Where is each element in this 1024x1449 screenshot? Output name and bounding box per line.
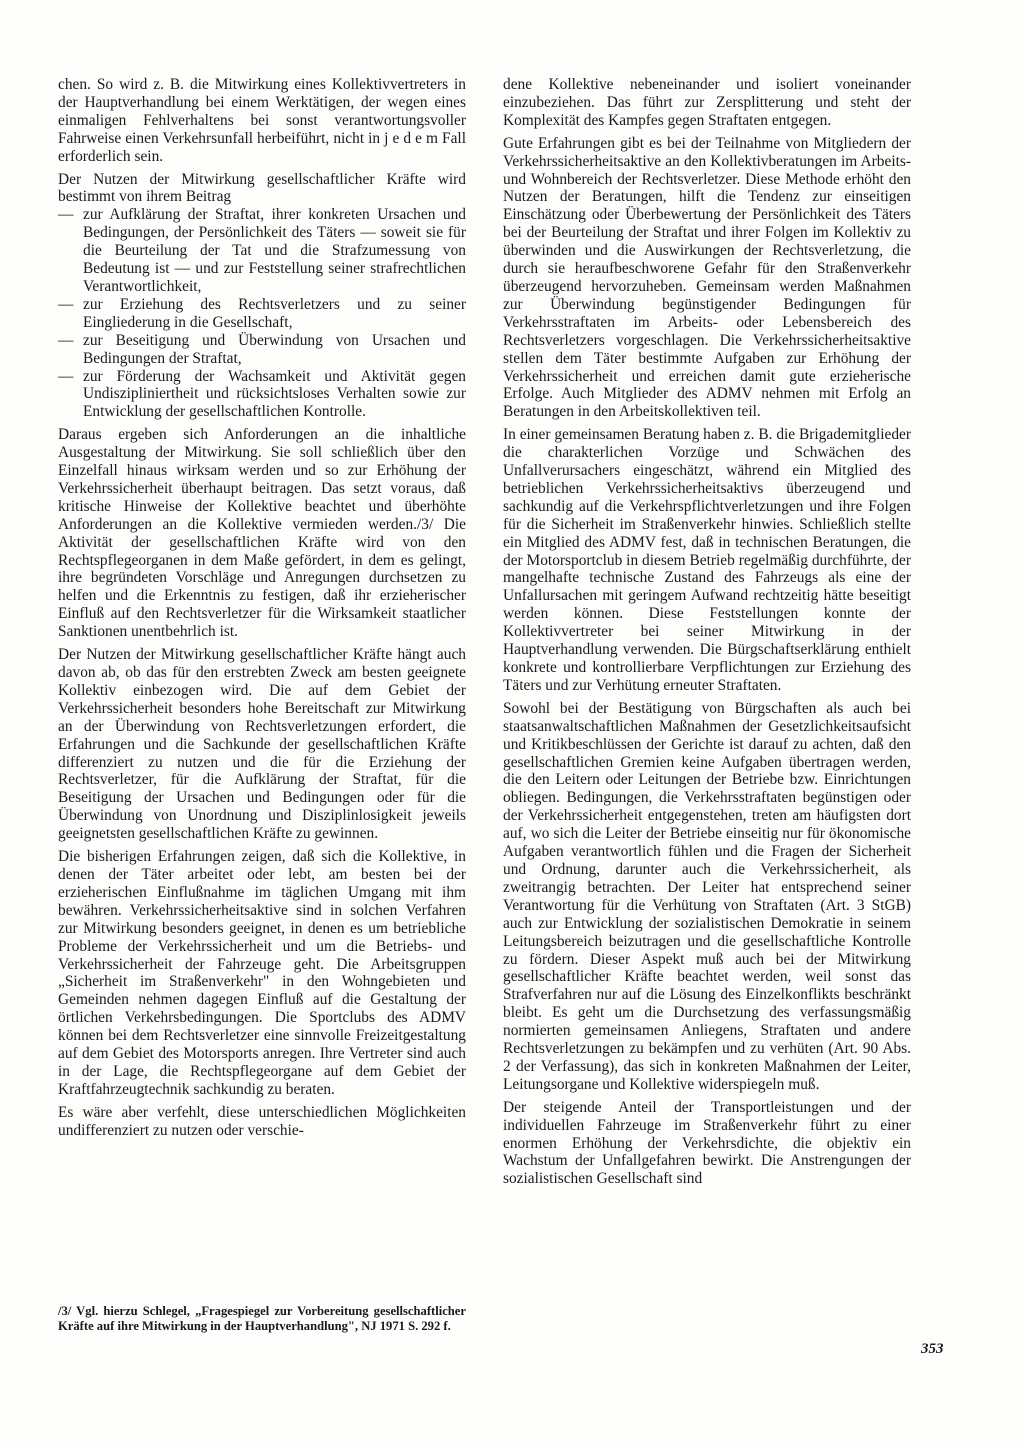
list-item-text: zur Beseitigung und Überwindung von Ursachen und Bedingungen der Straftat,	[83, 331, 466, 367]
left-column	[58, 76, 466, 1145]
paragraph: In einer gemeinsamen Beratung haben z. B. die Brigademitglieder die charakterlichen Vorzüge und Schwächen des Unfallverursachers eingeschätzt, während ein Mitglied des betrieblichen Verkehrssicherheitsaktivs überzeugend und sachkundig auf die Verkehrspflichtverletzungen und ihre Folgen für die Sicherheit im Straßenverkehr hinwies. Schließlich stellte ein Mitglied des ADMV fest, daß in technischen Beratungen, die der Motorsportclub in diesem Betrieb regelmäßig durchführte, der mangelhafte technische Zustand des Fahrzeugs als eine der Unfallursachen mit geringem Aufwand rechtzeitig hätte beseitigt werden können. Diese Feststellungen konnte der Kollektivvertreter bei seiner Mitwirkung in der Hauptverhandlung verwenden. Die Bürgschaftserklärung enthielt konkrete und kontrollierbare Verpflichtungen zur Erziehung des Täters und zur Verhütung erneuter Straftaten.	[503, 426, 911, 694]
contribution-list	[58, 206, 466, 421]
paragraph: Die bisherigen Erfahrungen zeigen, daß sich die Kollektive, in denen der Täter arbeitet oder lebt, am besten bei der erzieherischen Einflußnahme im täglichen Umgang mit ihm bewähren. Verkehrssicherheitsaktive sind in solchen Verfahren zur Mitwirkung besonders geeignet, in denen es um betriebliche Probleme der Verkehrssicherheit und um die Betriebs- und Verkehrssicherheit der Fahrzeuge geht. Die Arbeitsgruppen „Sicherheit im Straßenverkehr" in den Wohngebieten und Gemeinden nehmen dagegen Einfluß auf die Gestaltung der örtlichen Verkehrsbedingungen. Die Sportclubs des ADMV können bei dem Rechtsverletzer eine sinnvolle Freizeitgestaltung auf dem Gebiet des Motorsports anregen. Ihre Vertreter sind auch in der Lage, die Rechtspflegeorgane auf dem Gebiet der Kraftfahrzeugtechnik sachkundig zu beraten.	[58, 848, 466, 1098]
paragraph: Daraus ergeben sich Anforderungen an die inhaltliche Ausgestaltung der Mitwirkung. Sie soll schließlich über den Einzelfall hinaus wirksam werden und so zur Erhöhung der Verkehrssicherheit überhaupt beitragen. Das setzt voraus, daß kritische Hinweise der Kollektive beachtet und überhöhte Anforderungen an die Kollektive vermieden werden./3/ Die Aktivität der gesellschaftlichen Kräfte wird von den Rechtspflegeorganen in dem Maße gefördert, in dem es gelingt, ihre begründeten Vorschläge und Anregungen durchsetzen zu helfen und die Erkenntnis zu festigen, daß ihr erzieherischer Einfluß auf den Rechtsverletzer für die Wirksamkeit staatlicher Sanktionen unentbehrlich ist.	[58, 426, 466, 641]
footnote: /3/ Vgl. hierzu Schlegel, „Fragespiegel zur Vorbereitung gesellschaftlicher Kräfte auf ihre Mitwirkung in der Hauptverhandlung", NJ 1971 S. 292 f.	[58, 1304, 466, 1333]
paragraph: Es wäre aber verfehlt, diese unterschiedlichen Möglichkeiten undifferenziert zu nutzen oder verschie-	[58, 1103, 466, 1139]
paragraph: Der Nutzen der Mitwirkung gesellschaftlicher Kräfte hängt auch davon ab, ob das für den erstrebten Zweck am besten geeignete Kollektiv einbezogen wird. Die auf dem Gebiet der Verkehrssicherheit besonders hohe Bereitschaft zur Mitwirkung an der Überwindung von Rechtsverletzungen erfordert, die Erfahrungen und die Sachkunde der gesellschaftlichen Kräfte differenziert zu nutzen und die für die Erziehung der Rechtsverletzer, für die Aufklärung der Straftat, für die Beseitigung der Ursachen und Bedingungen oder für die Überwindung von Unordnung und Disziplinlosigkeit jeweils geeignetsten gesellschaftlichen Kräfte zu gewinnen.	[58, 646, 466, 843]
paragraph: Der Nutzen der Mitwirkung gesellschaftlicher Kräfte wird bestimmt von ihrem Beitrag	[58, 170, 466, 206]
list-item	[58, 206, 466, 296]
list-item	[58, 296, 466, 332]
list-dash: —	[58, 367, 74, 385]
list-item	[58, 332, 466, 368]
paragraph: dene Kollektive nebeneinander und isoliert voneinander einzubeziehen. Das führt zur Zersplitterung und steht der Komplexität des Kampfes gegen Straftaten entgegen.	[503, 76, 911, 129]
right-column	[503, 76, 911, 1193]
list-dash: —	[58, 295, 74, 313]
paragraph: chen. So wird z. B. die Mitwirkung eines Kollektivvertreters in der Hauptverhandlung bei einem Werktätigen, der wegen eines einmaligen Fehlverhaltens bei sonst verantwortungsvoller Fahrweise einen Verkehrsunfall herbeiführt, nicht in j e d e m Fall erforderlich sein.	[58, 76, 466, 165]
list-dash: —	[58, 331, 74, 349]
list-dash: —	[58, 206, 74, 224]
paragraph: Der steigende Anteil der Transportleistungen und der individuellen Fahrzeuge im Straßenverkehr führt zu einer enormen Erhöhung der Verkehrsdichte, die objektiv ein Wachstum der Unfallgefahren bewirkt. Die Anstrengungen der sozialistischen Gesellschaft sind	[503, 1098, 911, 1188]
paragraph: Sowohl bei der Bestätigung von Bürgschaften als auch bei staatsanwaltschaftlichen Maßnahmen der Gesetzlichkeitsaufsicht und Kritikbeschlüssen der Gerichte ist darauf zu achten, daß den gesellschaftlichen Gremien keine Aufgaben übertragen werden, die den Leitern oder Leitungen der Betriebe bzw. Einrichtungen obliegen. Bedingungen, die Verkehrsstraftaten begünstigen oder der Verkehrssicherheit entgegenstehen, treten am häufigsten dort auf, wo sich die Leiter der Betriebe einseitig nur für ökonomische Aufgaben verantwortlich fühlen und die Fragen der Sicherheit und Ordnung, darunter auch die Verkehrssicherheit, als zweitrangig betrachten. Der Leiter hat entsprechend seiner Verantwortung für die Verhütung von Straftaten (Art. 3 StGB) auch zur Entwicklung der sozialistischen Demokratie in seinem Leitungsbereich beizutragen und die gesellschaftliche Kontrolle zu fördern. Dieser Aspekt muß auch bei der Mitwirkung gesellschaftlicher Kräfte beachtet werden, weil sonst das Strafverfahren nur auf die Lösung des Einzelkonflikts beschränkt bleibt. Es geht um die Durchsetzung des verfassungsmäßig normierten gemeinsamen Anliegens, Straftaten und andere Rechtsverletzungen zu bekämpfen und zu verhüten (Art. 90 Abs. 2 der Verfassung), das sich in konkreten Maßnahmen der Leiter, Leitungsorgane und Kollektive widerspiegeln muß.	[503, 699, 911, 1093]
page-number: 353	[921, 1341, 944, 1357]
list-item-text: zur Förderung der Wachsamkeit und Aktivität gegen Undiszipliniertheit und rücksichtsloses Verhalten sowie zur Entwicklung der gesellschaftlichen Kontrolle.	[83, 367, 466, 421]
list-item-text: zur Erziehung des Rechtsverletzers und zu seiner Eingliederung in die Gesellschaft,	[83, 295, 466, 331]
list-item-text: zur Aufklärung der Straftat, ihrer konkreten Ursachen und Bedingungen, der Persönlichkeit des Täters — soweit sie für die Beurteilung der Tat und die Strafzumessung von Bedeutung ist — und zur Feststellung seiner strafrechtlichen Verantwortlichkeit,	[83, 206, 466, 295]
paragraph: Gute Erfahrungen gibt es bei der Teilnahme von Mitgliedern der Verkehrssicherheitsaktive an den Kollektivberatungen im Arbeits- und Wohnbereich der Rechtsverletzer. Diese Methode erhöht den Nutzen der Beratungen, hilft die Tendenz zur einseitigen Einschätzung oder Überbewertung der Persönlichkeit des Täters bei der Beurteilung der Straftat und ihrer Folgen im Kollektiv zu überwinden und die Auswirkungen der Rechtsverletzung, die durch sie heraufbeschworene Gefahr für den Straßenverkehr überzeugend hervorzuheben. Gemeinsam werden Maßnahmen zur Überwindung begünstigender Bedingungen für Verkehrsstraftaten im Arbeits- oder Lebensbereich des Rechtsverletzers vorgeschlagen. Die Verkehrssicherheitsaktive stellen dem Täter bestimmte Aufgaben zur Erhöhung der Verkehrssicherheit und erreichen damit gute erzieherische Erfolge. Auch Mitglieder des ADMV nehmen mit Erfolg an Beratungen in den Arbeitskollektiven teil.	[503, 134, 911, 421]
list-item	[58, 368, 466, 422]
